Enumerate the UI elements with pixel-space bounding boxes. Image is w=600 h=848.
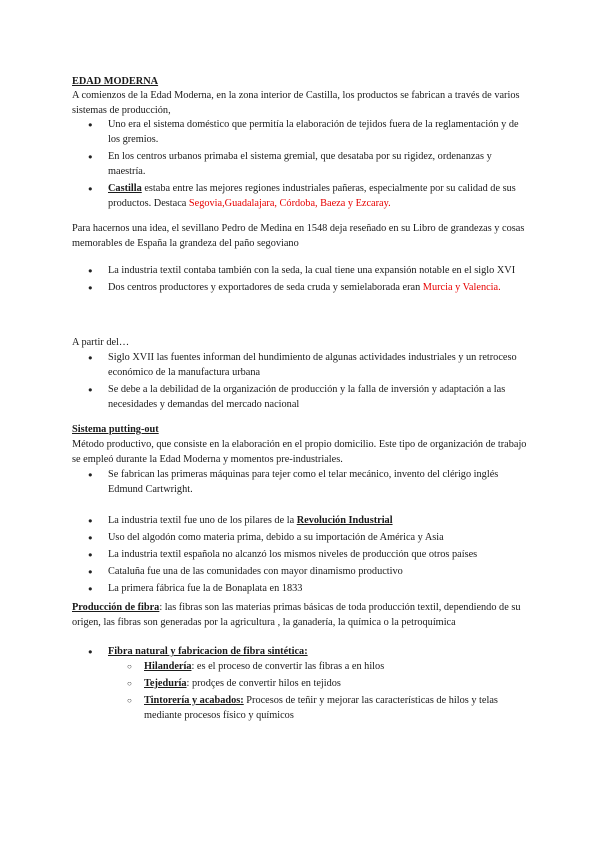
seda-cities: Murcia y Valencia. [422,282,501,293]
list-item [108,513,528,528]
putting-out-paragraph: Método productivo, que consiste en la elaboración en el propio domicilio. Este tipo de organización de trabajo se empleó durante la Edad Moderna y momentos pre-industriales. [72,439,527,465]
list-item [108,181,528,211]
list-item: ● La industria textil española no alcanzó los mismos niveles de producción que otros países [108,547,528,562]
revolucion-text: La industria textil fue uno de los pilares de la [108,515,297,526]
list-procesos [144,659,528,725]
list-item: ● Se fabrican las primeras máquinas para tejer como el telar mecánico, invento del clérigo inglés Edmund Cartwright. [108,467,528,497]
tintoreria-text: Procesos de teñir y mejorar las características de hilos y telas mediante procesos físico y químicos [144,695,498,721]
heading-putting-out: Sistema putting-out [72,424,159,435]
list-item: ● Se debe a la debilidad de la organización de producción y la falla de inversión y adaptación a las necesidades y demandas del mercado nacional [108,382,528,412]
castilla-term: Castilla [108,183,142,194]
list-item: ● Uso del algodón como materia prima, debido a su importación de América y Asia [108,530,528,545]
list-item: ● La primera fábrica fue la de Bonaplata en 1833 [108,581,528,596]
partir-paragraph: A partir del… [72,337,130,348]
list-item: ● Siglo XVII las fuentes informan del hundimiento de algunas actividades industriales y un retroceso económico de la manufactura urbana [108,350,528,380]
list-item: ● En los centros urbanos primaba el sistema gremial, que desataba por su rigidez, ordenanzas y maestría. [108,149,528,179]
hilanderia-text: : es el proceso de convertir las fibras a en hilos [191,661,385,672]
produccion-term: Producción de fibra [72,602,160,613]
tejeduria-term: Tejeduría [144,678,187,689]
hilanderia-term: Hilandería [144,661,192,672]
produccion-paragraph [72,600,532,630]
fibra-heading: ● Fibra natural y fabricacion de fibra sintética: [108,644,528,659]
tejeduria-text: : prodçes de convertir hilos en tejidos [186,678,341,689]
list-item: ● Cataluña fue una de las comunidades con mayor dinamismo productivo [108,564,528,579]
heading-edad-moderna: EDAD MODERNA [72,76,159,87]
seda-text: Dos centros productores y exportadores de seda cruda y semielaborada eran [108,282,423,293]
list-item: ● La industria textil contaba también con la seda, la cual tiene una expansión notable en el siglo XVI [108,263,528,278]
list-siglo-xvii [108,350,528,414]
intro-paragraph: A comienzos de la Edad Moderna, en la zona interior de Castilla, los productos se fabrican a través de varios sistemas de producción, [72,90,520,116]
list-item [144,659,528,674]
list-item [108,280,528,295]
list-maquinas [108,467,528,499]
list-item [144,693,528,723]
castilla-text: estaba entre las mejores regiones industriales pañeras, especialmente por su calidad de sus productos. Destaca [108,183,516,209]
list-sistemas [108,117,528,213]
produccion-text: : las fibras son las materias primas básicas de toda producción textil, dependiendo de su origen, las fibras son generadas por la agricultura , la ganadería, la química o la petroquímica [72,602,521,628]
list-revolucion [108,513,528,598]
list-item: ● Uno era el sistema doméstico que permitía la elaboración de tejidos fuera de la reglamentación y de los gremios. [108,117,528,147]
list-item [144,676,528,691]
castilla-cities: Segovia,Guadalajara, Córdoba, Baeza y Ezcaray. [188,198,391,209]
revolucion-term: Revolución Industrial [296,515,393,526]
medina-paragraph: Para hacernos una idea, el sevillano Pedro de Medina en 1548 deja reseñado en su Libro de grandezas y cosas memorables de España la grandeza del paño segoviano [72,223,525,249]
tintoreria-term: Tintorería y acabados: [144,695,244,706]
list-seda [108,263,528,297]
